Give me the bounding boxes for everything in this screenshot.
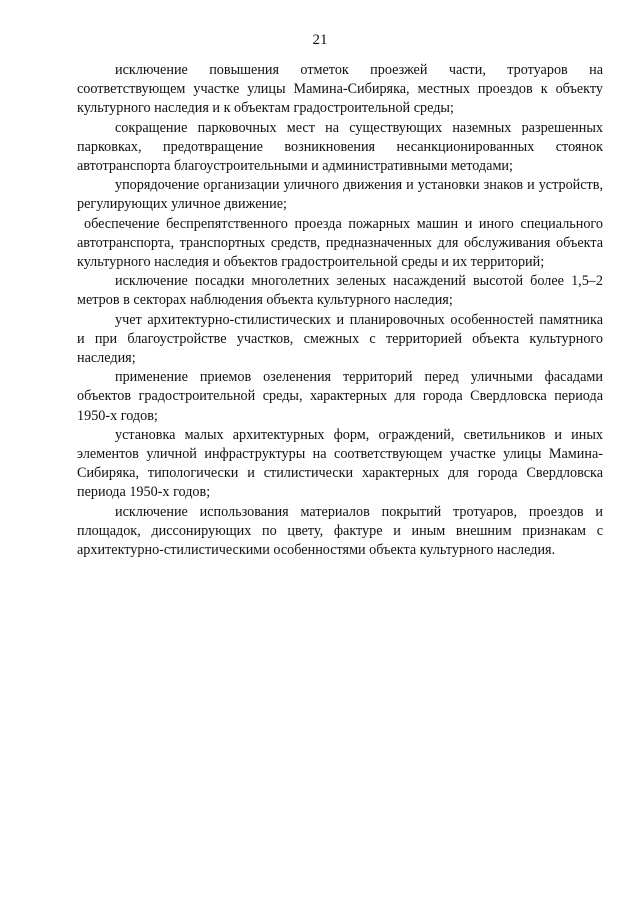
paragraph-9: исключение использования материалов покрытий тротуаров, проездов и площадок, диссонирующих по цвету, фактуре и иным внешним признакам с архитектурно-стилистическими особенностями объекта культурного наследия.: [77, 503, 603, 559]
page-number: 21: [312, 32, 328, 48]
paragraph-6: учет архитектурно-стилистических и планировочных особенностей памятника и при благоустройстве участков, смежных с территорией объекта культурного наследия;: [77, 311, 603, 367]
paragraph-4: обеспечение беспрепятственного проезда пожарных машин и иного специального автотранспорта, транспортных средств, предназначенных для обслуживания объекта культурного наследия и объектов градостроительной среды и их территорий;: [77, 215, 603, 271]
paragraph-8: установка малых архитектурных форм, ограждений, светильников и иных элементов уличной инфраструктуры на соответствующем участке улицы Мамина-Сибиряка, типологически и стилистически характерных для города Свердловска периода 1950-х годов;: [77, 426, 603, 501]
paragraph-5: исключение посадки многолетних зеленых насаждений высотой более 1,5–2 метров в секторах наблюдения объекта культурного наследия;: [77, 273, 603, 309]
paragraph-2: сокращение парковочных мест на существующих наземных разрешенных парковках, предотвращение возникновения несанкционированных стоянок автотранспорта благоустроительными и административными методами;: [77, 119, 603, 175]
paragraph-3: упорядочение организации уличного движения и установки знаков и устройств, регулирующих уличное движение;: [77, 177, 603, 213]
paragraph-7: применение приемов озеленения территорий перед уличными фасадами объектов градостроительной среды, характерных для города Свердловска периода 1950-х годов;: [77, 369, 603, 424]
paragraph-1: исключение повышения отметок проезжей части, тротуаров на соответствующем участке улицы Мамина-Сибиряка, местных проездов к объекту культурного наследия и к объектам градостроительной среды;: [77, 62, 603, 117]
document-body: [77, 61, 603, 560]
